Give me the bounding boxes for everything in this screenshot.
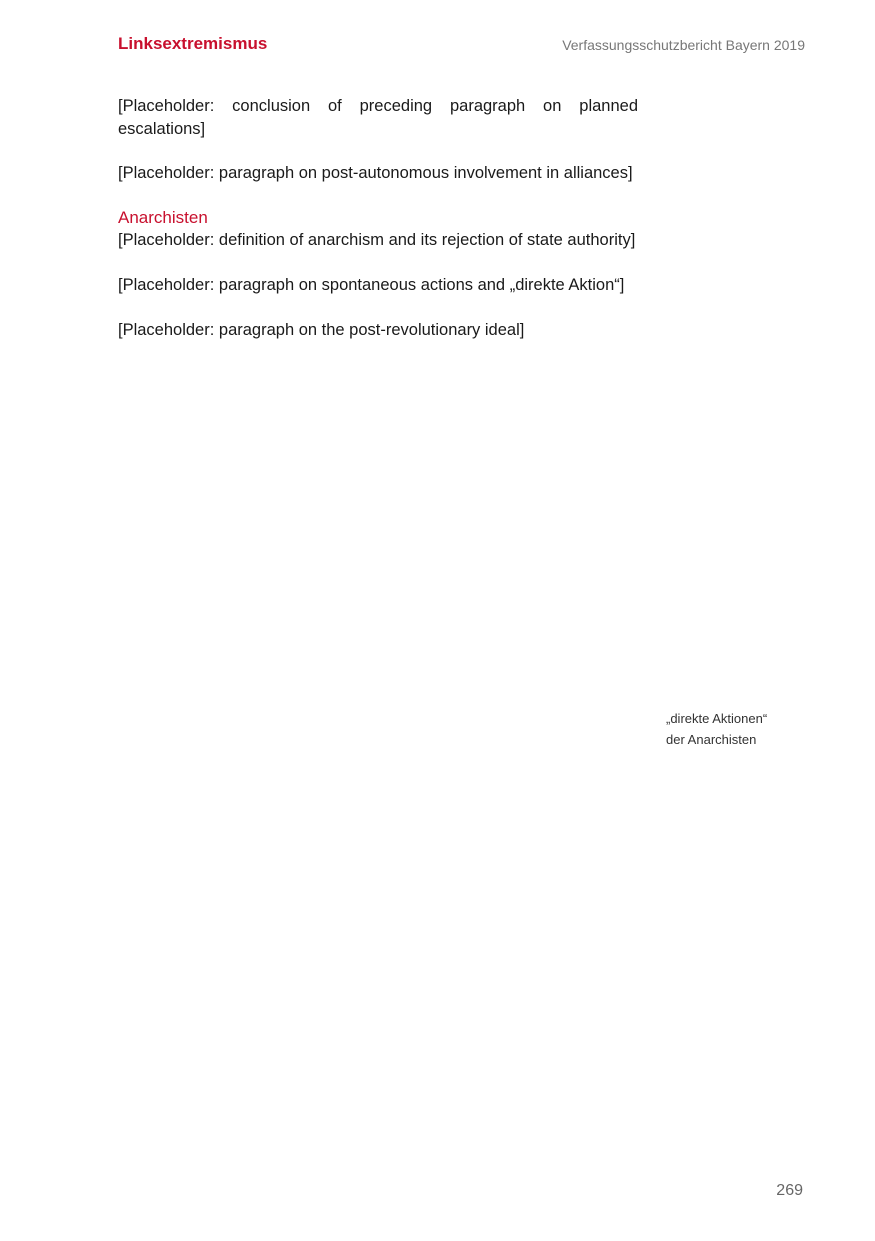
- section-heading: Anarchisten: [118, 207, 208, 227]
- publication-title: Verfassungsschutzbericht Bayern 2019: [562, 37, 805, 53]
- paragraph: [Placeholder: paragraph on post-autonomous involvement in alliances]: [118, 164, 633, 183]
- paragraph: [Placeholder: conclusion of preceding paragraph on planned escalations]: [118, 97, 638, 138]
- section-title: Linksextremismus: [118, 34, 268, 53]
- margin-note: [666, 708, 816, 750]
- margin-note-line: „direkte Aktionen“: [666, 711, 768, 726]
- main-text-column: [118, 95, 638, 363]
- paragraph: [Placeholder: paragraph on the post-revolutionary ideal]: [118, 320, 525, 339]
- paragraph: [Placeholder: paragraph on spontaneous actions and „direkte Aktion“]: [118, 275, 625, 294]
- paragraph: [Placeholder: definition of anarchism and its rejection of state authority]: [118, 231, 636, 250]
- margin-note-line: der Anarchisten: [666, 732, 757, 747]
- page-number: 269: [776, 1182, 803, 1199]
